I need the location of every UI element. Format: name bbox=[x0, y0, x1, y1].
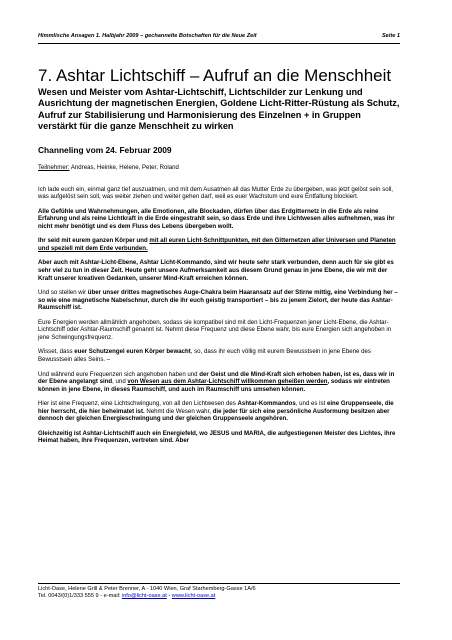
bold-text: Ashtar-Kommandos bbox=[237, 400, 296, 408]
channeling-date: Channeling vom 24. Februar 2009 bbox=[38, 144, 172, 155]
footer-separator: - bbox=[166, 593, 172, 600]
footer-contact bbox=[38, 593, 400, 600]
document-body bbox=[38, 186, 400, 445]
website-link[interactable]: www.licht-oase.at bbox=[171, 593, 216, 600]
underlined-text: mit all euren Licht-Schnittpunkten, mit den Gitternetzen aller Universen und Planeten und speziell mit dem Erde verbunden. bbox=[38, 237, 396, 252]
page-footer bbox=[38, 586, 400, 601]
participants-line bbox=[38, 164, 400, 172]
page-number: Seite 1 bbox=[381, 33, 400, 39]
document-title: 7. Ashtar Lichtschiff – Aufruf an die Menschheit bbox=[38, 66, 392, 85]
footer-address: Licht-Oase, Helene Grill & Peter Brenner, A - 1040 Wien, Graf Starhemberg-Gasse 1A/6 bbox=[38, 586, 256, 592]
bold-text: der Geist und die Mind-Kraft sich erhoben haben, ist es, dass wir in der Ebene angelangt sind bbox=[38, 370, 395, 386]
bold-text: die jeder für sich eine persönliche Ausformung besitzen aber dennoch der gleichen Energieschwingung und der gleichen Gruppenseele angehören. bbox=[38, 407, 390, 423]
paragraph bbox=[38, 371, 400, 394]
bold-text: euer Schutzengel euren Körper bewacht bbox=[74, 348, 191, 356]
text-run: Und so stellen wir bbox=[38, 289, 88, 297]
paragraph: Ich lade euch ein, einmal ganz tief auszuatmen, und mit dem Ausatmen all das Mutter Erde zu übergeben, was jetzt gelöst sein soll, was aufgelöst sein soll, was weiter ziehen und weiter gehen darf, weil es euer Wachstum und eure Entfaltung blockiert. bbox=[38, 185, 393, 201]
text-run: , und bbox=[112, 378, 128, 386]
bold-text: über unser drittes magnetisches Auge-Chakra beim Haaransatz auf der Stirne mittig, eine Verbindung her – so wie eine magnetische Nabelschnur, durch die ihr euch geistig transportiert – bis zu jenem Zielort, der heute das Ashtar-Raumschiff ist. bbox=[38, 289, 398, 312]
bold-text: , sodass wir eintreten können in jene Ebene, in dieses Raumschiff, und auch im Raumschiff uns umsehen können. bbox=[38, 378, 390, 393]
bold-text: eine Gruppenseele, die hier herrscht, die hier beheimatet ist. bbox=[38, 400, 394, 415]
page-header bbox=[38, 33, 400, 42]
participants-names: Andreas, Heinke, Helene, Peter, Roland bbox=[69, 163, 179, 171]
bold-underlined-text: von Wesen aus dem Ashtar-Lichtschiff willkommen geheißen werden bbox=[127, 378, 328, 386]
text-run: Ihr seid mit eurem ganzen Körper und bbox=[38, 237, 150, 245]
paragraph: Eure Energien werden allmählich angehoben, sodass sie kompatibel sind mit den Licht-Frequenzen jener Licht-Ebene, die Ashtar-Lichtschiff oder Ashtar-Raumschiff genannt ist. Nehmt diese Frequenz und diese Ebene wahr, bis eure Energien sich angehoben in jene Schwingungsfrequenz. bbox=[38, 318, 392, 341]
text-run: Nehmt die Wesen wahr, bbox=[144, 407, 213, 415]
text-run: , so, dass ihr euch völlig mit eurem Bewusstsein in jene Ebene des Bewusstsein alles Seins. – bbox=[38, 348, 371, 364]
text-run: , und es ist bbox=[295, 400, 327, 408]
text-run: Und während eure Frequenzen sich angehoben haben und bbox=[38, 370, 200, 378]
paragraph bbox=[38, 289, 400, 312]
header-rule bbox=[38, 43, 400, 44]
paragraph: Alle Gefühle und Wahrnehmungen, alle Emotionen, alle Blockaden, dürfen über das Erdgitternetz in die Erde als reine Erfahrung und als reine Lichtkraft in die Erde eingestrahlt sein, so dass Erde und ihre Lichtwesen alles aufnehmen, was ihr nicht mehr benötigt und es dem Fluss des Lebens übergeben wollt. bbox=[38, 207, 395, 230]
footer-tel: Tel. 0043/(0)1/333 555 9 - e-mail: bbox=[38, 593, 122, 600]
text-run: Hier ist eine Frequenz, eine Lichtschwingung, von all den Lichtwesen des bbox=[38, 400, 238, 408]
paragraph: Aber auch mit Ashtar-Licht-Ebene, Ashtar Licht-Kommando, sind wir heute sehr stark verbunden, denn auch für sie gibt es sehr viel zu tun in dieser Zeit. Heute geht unsere Aufmerksamkeit aus diesem Grund genau in jene Ebene, die wir mit der Kraft unserer kreativen Gedanken, unserer Mind-Kraft erreichen können. bbox=[38, 259, 394, 282]
header-title: Himmlische Ansagen 1. Halbjahr 2009 – gechannelte Botschaften für die Neue Zeit bbox=[38, 33, 257, 39]
email-link[interactable]: info@licht-oase.at bbox=[121, 593, 167, 600]
footer-rule bbox=[38, 583, 400, 584]
paragraph: Gleichzeitig ist Ashtar-Lichtschiff auch ein Energiefeld, wo JESUS und MARIA, die aufgestiegenen Meister des Lichtes, ihre Heimat haben, ihre Frequenzen, vertreten sind. Aber bbox=[38, 429, 396, 445]
paragraph bbox=[38, 348, 400, 363]
paragraph bbox=[38, 237, 400, 252]
main-content bbox=[38, 66, 400, 452]
document-subtitle: Wesen und Meister vom Ashtar-Lichtschiff, Lichtschilder zur Lenkung und Ausrichtung der magnetischen Energien, Goldene Licht-Ritter-Rüstung als Schutz, Aufruf zur Stabilisierung und Harmonisierung des Einzelnen + in Gruppen verstärkt für die ganze Menschheit zu wirken bbox=[38, 87, 400, 132]
text-run: Wisset, dass bbox=[38, 348, 75, 356]
participants-label: Teilnehmer: bbox=[38, 163, 70, 171]
paragraph bbox=[38, 400, 400, 423]
